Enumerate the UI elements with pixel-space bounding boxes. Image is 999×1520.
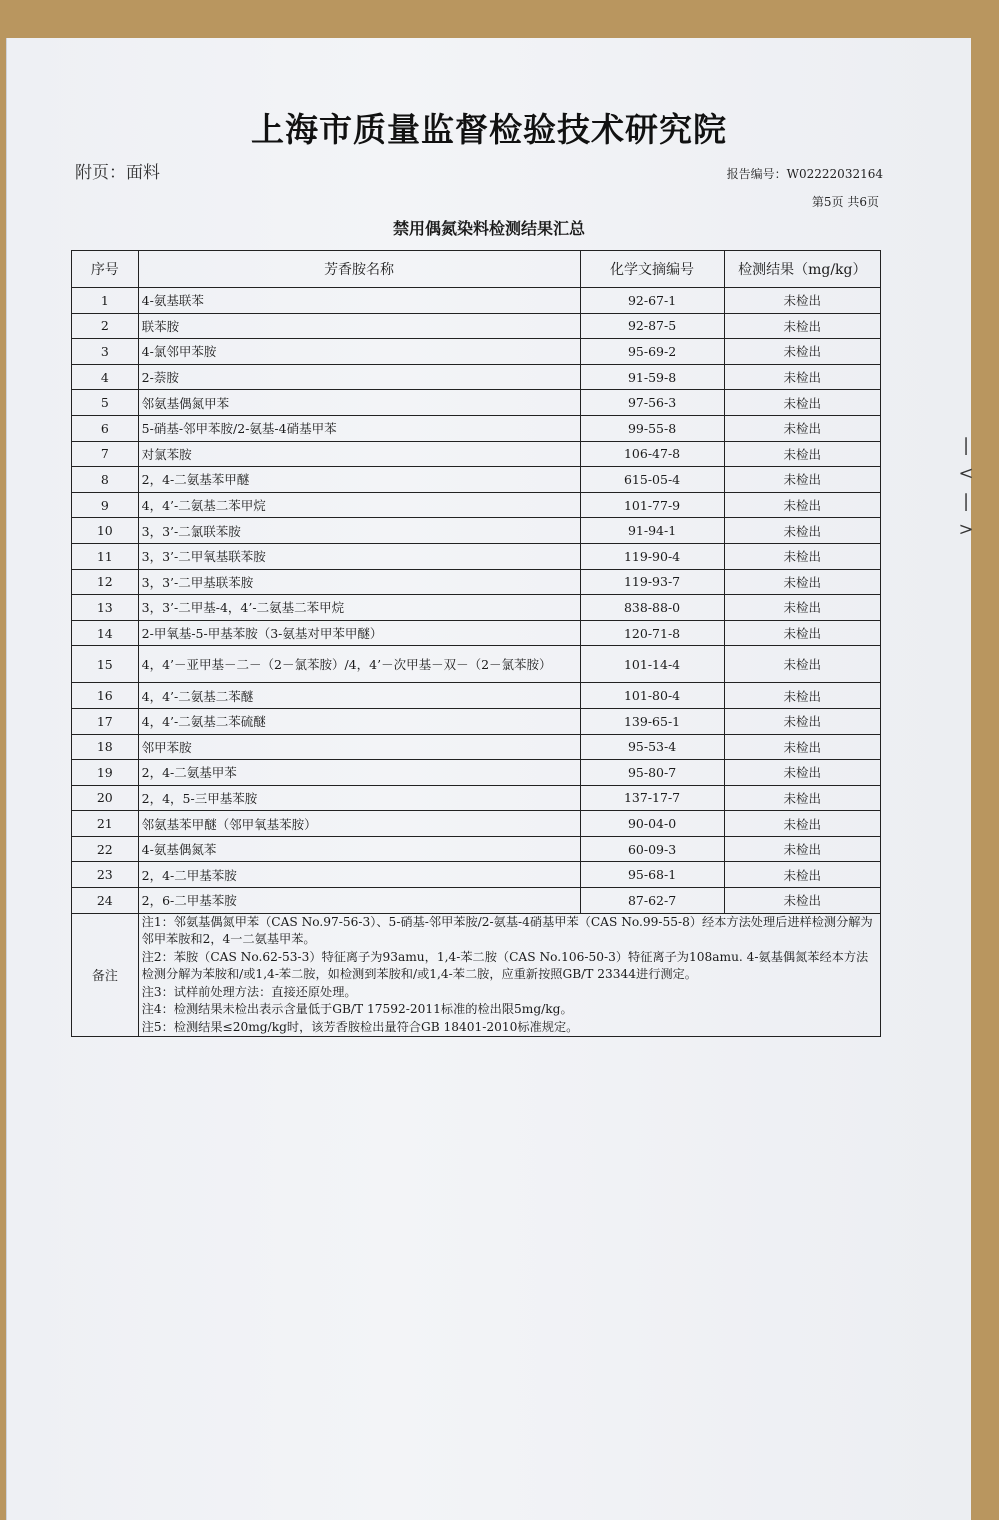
row-number: 8 [72, 467, 139, 493]
row-number: 10 [72, 518, 139, 544]
note-2: 注2：苯胺（CAS No.62-53-3）特征离子为93amu，1,4-苯二胺（CAS No.106-50-3）特征离子为108amu. 4-氨基偶氮苯经本方法检测分解为苯胺和/或1,4-苯二胺，如检测到苯胺和/或1,4-苯二胺，应重新按照GB/T 23344进行测定。 [141, 949, 869, 982]
note-3: 注3：试样前处理方法：直接还原处理。 [141, 984, 357, 999]
amine-name: 4-氨基偶氮苯 [138, 836, 580, 862]
row-number: 22 [72, 836, 139, 862]
row-number: 1 [72, 288, 139, 314]
cas-number: 87-62-7 [580, 888, 724, 914]
row-number: 7 [72, 441, 139, 467]
table-row [72, 836, 881, 862]
appendix-label: 附页：面料 [75, 163, 160, 183]
table-row [72, 364, 881, 390]
test-result: 未检出 [724, 441, 880, 467]
amine-name: 2，4，5-三甲基苯胺 [138, 785, 580, 811]
cas-number: 99-55-8 [580, 415, 724, 441]
table-row [72, 569, 881, 595]
page-number: 第5页 共6页 [811, 195, 879, 209]
row-number: 12 [72, 569, 139, 595]
cas-number: 139-65-1 [580, 708, 724, 734]
test-result: 未检出 [724, 569, 880, 595]
table-row [72, 467, 881, 493]
test-result: 未检出 [724, 518, 880, 544]
test-result: 未检出 [724, 811, 880, 837]
amine-name: 2，4-二甲基苯胺 [138, 862, 580, 888]
table-row [72, 760, 881, 786]
amine-name: 2，4-二氨基苯甲醚 [138, 467, 580, 493]
table-header-row [72, 251, 881, 288]
amine-name: 对氯苯胺 [138, 441, 580, 467]
test-result: 未检出 [724, 390, 880, 416]
row-number: 13 [72, 595, 139, 621]
row-number: 3 [72, 339, 139, 365]
cas-number: 95-68-1 [580, 862, 724, 888]
table-row [72, 734, 881, 760]
test-result: 未检出 [724, 836, 880, 862]
test-result: 未检出 [724, 288, 880, 314]
amine-name: 4，4’-二氨基二苯硫醚 [138, 708, 580, 734]
amine-name: 3，3’-二甲氧基联苯胺 [138, 543, 580, 569]
test-result: 未检出 [724, 543, 880, 569]
column-header-no: 序号 [72, 251, 139, 288]
amine-name: 2-甲氧基-5-甲基苯胺（3-氨基对甲苯甲醚） [138, 620, 580, 646]
cas-number: 91-59-8 [580, 364, 724, 390]
institute-title: 上海市质量监督检验技术研究院 [251, 110, 727, 149]
table-title: 禁用偶氮染料检测结果汇总 [392, 219, 585, 238]
cas-number: 91-94-1 [580, 518, 724, 544]
amine-name: 联苯胺 [138, 313, 580, 339]
column-header-name: 芳香胺名称 [138, 251, 580, 288]
table-row [72, 415, 881, 441]
cas-number: 615-05-4 [580, 467, 724, 493]
table-row [72, 288, 881, 314]
remarks-label: 备注 [72, 913, 139, 1037]
column-header-cas: 化学文摘编号 [580, 251, 724, 288]
cas-number: 95-80-7 [580, 760, 724, 786]
row-number: 2 [72, 313, 139, 339]
cas-number: 95-69-2 [580, 339, 724, 365]
cas-number: 106-47-8 [580, 441, 724, 467]
report-number: 报告编号：W02222032164 [726, 167, 883, 181]
cas-number: 137-17-7 [580, 785, 724, 811]
row-number: 4 [72, 364, 139, 390]
row-number: 18 [72, 734, 139, 760]
amine-name: 3，3’-二甲基-4，4’-二氨基二苯甲烷 [138, 595, 580, 621]
cas-number: 119-90-4 [580, 543, 724, 569]
row-number: 6 [72, 415, 139, 441]
cas-number: 97-56-3 [580, 390, 724, 416]
row-number: 20 [72, 785, 139, 811]
table-row [72, 888, 881, 914]
cas-number: 101-14-4 [580, 646, 724, 683]
row-number: 14 [72, 620, 139, 646]
column-header-result: 检测结果（mg/kg） [724, 251, 880, 288]
test-result: 未检出 [724, 620, 880, 646]
test-result: 未检出 [724, 492, 880, 518]
table-row [72, 313, 881, 339]
test-result: 未检出 [724, 888, 880, 914]
amine-name: 3，3’-二氯联苯胺 [138, 518, 580, 544]
row-number: 24 [72, 888, 139, 914]
amine-name: 4-氯邻甲苯胺 [138, 339, 580, 365]
amine-name: 5-硝基-邻甲苯胺/2-氨基-4硝基甲苯 [138, 415, 580, 441]
row-number: 15 [72, 646, 139, 683]
row-number: 23 [72, 862, 139, 888]
amine-name: 邻氨基苯甲醚（邻甲氧基苯胺） [138, 811, 580, 837]
results-table [71, 250, 881, 1037]
table-row [72, 708, 881, 734]
row-number: 5 [72, 390, 139, 416]
table-row [72, 543, 881, 569]
row-number: 16 [72, 683, 139, 709]
test-result: 未检出 [724, 760, 880, 786]
cas-number: 90-04-0 [580, 811, 724, 837]
row-number: 19 [72, 760, 139, 786]
row-number: 9 [72, 492, 139, 518]
test-result: 未检出 [724, 683, 880, 709]
test-result: 未检出 [724, 467, 880, 493]
note-4: 注4：检测结果未检出表示含量低于GB/T 17592-2011标准的检出限5mg/kg。 [141, 1002, 573, 1017]
test-result: 未检出 [724, 785, 880, 811]
row-number: 11 [72, 543, 139, 569]
amine-name: 4，4’-二氨基二苯甲烷 [138, 492, 580, 518]
amine-name: 2-萘胺 [138, 364, 580, 390]
cas-number: 92-87-5 [580, 313, 724, 339]
cas-number: 92-67-1 [580, 288, 724, 314]
table-row [72, 620, 881, 646]
amine-name: 4-氨基联苯 [138, 288, 580, 314]
remarks-notes [138, 913, 880, 1037]
table-row [72, 862, 881, 888]
amine-name: 邻甲苯胺 [138, 734, 580, 760]
cas-number: 120-71-8 [580, 620, 724, 646]
table-row [72, 646, 881, 683]
test-result: 未检出 [724, 646, 880, 683]
row-number: 21 [72, 811, 139, 837]
test-result: 未检出 [724, 708, 880, 734]
test-result: 未检出 [724, 339, 880, 365]
table-row [72, 518, 881, 544]
report-page [6, 38, 974, 1520]
cas-number: 60-09-3 [580, 836, 724, 862]
side-handwriting-mark: | < | > [958, 435, 974, 540]
table-row [72, 595, 881, 621]
amine-name: 4，4’-二氨基二苯醚 [138, 683, 580, 709]
row-number: 17 [72, 708, 139, 734]
amine-name: 3，3’-二甲基联苯胺 [138, 569, 580, 595]
table-body [72, 288, 881, 914]
note-1: 注1：邻氨基偶氮甲苯（CAS No.97-56-3）、5-硝基-邻甲苯胺/2-氨基-4硝基甲苯（CAS No.99-55-8）经本方法处理后进样检测分解为邻甲苯胺和2，4一二氨基甲苯。 [141, 914, 873, 947]
amine-name: 2，4-二氨基甲苯 [138, 760, 580, 786]
table-row [72, 390, 881, 416]
cas-number: 101-77-9 [580, 492, 724, 518]
cas-number: 838-88-0 [580, 595, 724, 621]
table-row [72, 785, 881, 811]
remarks-row [72, 913, 881, 1037]
amine-name: 4，4’－亚甲基－二－（2－氯苯胺）/4，4’－次甲基－双－（2－氯苯胺） [138, 646, 580, 683]
amine-name: 2，6-二甲基苯胺 [138, 888, 580, 914]
note-5: 注5：检测结果≤20mg/kg时，该芳香胺检出量符合GB 18401-2010标准规定。 [141, 1019, 579, 1034]
table-row [72, 492, 881, 518]
table-row [72, 441, 881, 467]
test-result: 未检出 [724, 862, 880, 888]
cas-number: 119-93-7 [580, 569, 724, 595]
test-result: 未检出 [724, 313, 880, 339]
table-row [72, 683, 881, 709]
cas-number: 95-53-4 [580, 734, 724, 760]
amine-name: 邻氨基偶氮甲苯 [138, 390, 580, 416]
table-row [72, 339, 881, 365]
cas-number: 101-80-4 [580, 683, 724, 709]
test-result: 未检出 [724, 734, 880, 760]
table-row [72, 811, 881, 837]
test-result: 未检出 [724, 364, 880, 390]
test-result: 未检出 [724, 415, 880, 441]
test-result: 未检出 [724, 595, 880, 621]
